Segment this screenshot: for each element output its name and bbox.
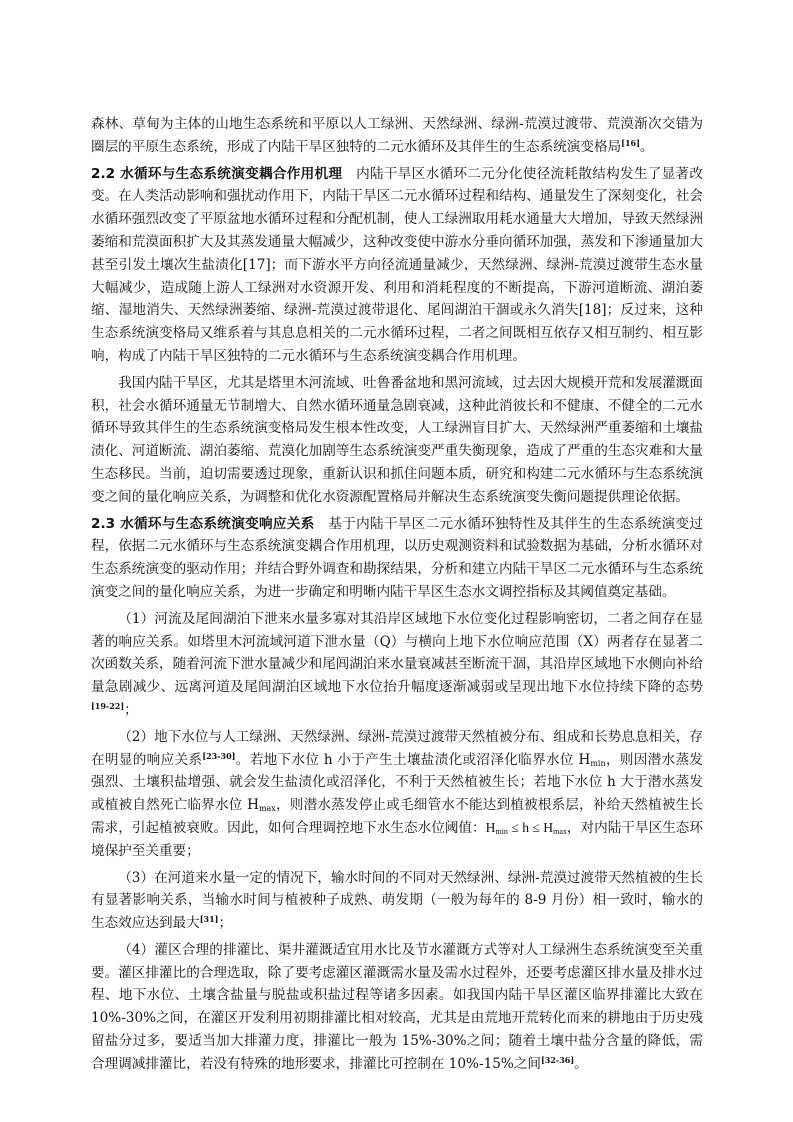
- citation-ref: [19-22]: [91, 700, 125, 711]
- document-page: [91, 113, 703, 1076]
- section-2-2: [91, 163, 703, 368]
- subscript-min: min: [590, 758, 606, 768]
- citation-ref: [32-36]: [540, 1054, 575, 1065]
- paragraph-inland-arid: 我国内陆干旱区，尤其是塔里木河流域、吐鲁番盆地和黑河流域，过去因大规模开荒和发展灌溉面积，社会水循环通量无节制增大、自然水循环通量急剧衰减，这种此消彼长和不健康、不健全的二元水循环导致其伴生的生态系统演变格局发生根本性改变，人工绿洲盲目扩大、天然绿洲严重萎缩和土壤盐渍化、河道断流、湖泊萎缩、荒漠化加剧等生态系统演变严重失衡现象，造成了严重的生态灾难和大量生态移民。当前，迫切需要透过现象，重新认识和抓住问题本质，研究和构建二元水循环与生态系统演变之间的量化响应关系，为调整和优化水资源配置格局并解决生态系统演变失衡问题提供理论依据。: [91, 374, 703, 505]
- subscript-max: max: [258, 804, 276, 814]
- citation-ref: [16]: [621, 137, 640, 148]
- list-item-1: （1）河流及尾闾湖泊下泄来水量多寡对其沿岸区域地下水位变化过程影响密切，二者之间存在显著的响应关系。如塔里木河流域河道下泄水量（Q）与横向上地下水位响应范围（X）两者存在显著二次函数关系，随着河流下泄水量减少和尾闾湖泊来水量衰减甚至断流干涸，其沿岸区域地下水侧向补给量急剧减少、远离河道及尾闾湖泊区域地下水位抬升幅度逐渐减弱或呈现出地下水位持续下降的态势[19-22]；: [91, 610, 703, 718]
- list-item-2: （2）地下水位与人工绿洲、天然绿洲、绿洲-荒漠过渡带天然植被分布、组成和长势息息相关，存在明显的响应关系[23-30]。若地下水位 h 小于产生土壤盐渍化或沼泽化临界水位 $H_{min}$，则因潜水蒸发强烈、土壤积盐增强、就会发生盐渍化或沼泽化，不利于天然植被生长；若地下水位 h 大于潜水蒸发或植被自然死亡临界水位 $H_{max}$，则潜水蒸发停止或毛细管水不能达到植被根系层，补给天然植被生长需求，引起植被衰败。因此，如何合理调控地下水生态水位阈值：$H_{min} \le h \le H_{max}$，对内陆干旱区生态环境保护至关重要；: [91, 728, 704, 859]
- citation-ref: [31]: [199, 914, 219, 925]
- section-heading-2-3: 2.3 水循环与生态系统演变响应关系: [91, 515, 315, 532]
- section-body-2-2: 内陆干旱区水循环二元分化使径流耗散结构发生了显著改变。在人类活动影响和强扰动作用下，内陆干旱区二元水循环过程和结构、通量发生了深刻变化，社会水循环强烈改变了平原盆地水循环过程和分配机制，使人工绿洲取用耗水通量大大增加，导致天然绿洲萎缩和荒漠面积扩大及其蒸发通量大幅减少，这种改变使中游水分垂向循环加强，蒸发和下渗通量加大甚至引发土壤次生盐渍化[17]；而下游水平方向径流通量减少，天然绿洲、绿洲-荒漠过渡带生态水量大幅减少，造成随上游人工绿洲对水资源开发、利用和消耗程度的不断提高，下游河道断流、湖泊萎缩、湿地消失、天然绿洲萎缩、绿洲-荒漠过渡带退化、尾闾湖泊干涸或永久消失[18]；反过来，这种生态系统演变格局又维系着与其息息相关的二元水循环过程，二者之间既相互依存又相互制约、相互影响，构成了内陆干旱区独特的二元水循环与生态系统演变耦合作用机理。: [91, 165, 704, 364]
- list-item-4: （4）灌区合理的排灌比、渠井灌溉适宜用水比及节水灌溉方式等对人工绿洲生态系统演变至关重要。灌区排灌比的合理选取，除了要考虑灌区灌溉需水量及需水过程外，还要考虑灌区排水量及排水过程、地下水位、土壤含盐量与脱盐或积盐过程等诸多因素。如我国内陆干旱区灌区临界排灌比大致在 10%-30%之间，在灌区开发利用初期排灌比相对较高，尤其是由荒地开荒转化而来的耕地由于历史残留盐分过多，要适当加大排灌力度，排灌比一般为 15%-30%之间；随着土壤中盐分含量的降低，需合理调减排灌比，若没有特殊的地形要求，排灌比可控制在 10%-15%之间[32-36]。: [91, 941, 703, 1072]
- section-2-3: [91, 513, 703, 604]
- formula-threshold: $H_{min} \le h \le H_{max}$: [485, 819, 567, 836]
- paragraph-intro: 森林、草甸为主体的山地生态系统和平原以人工绿洲、天然绿洲、绿洲-荒漠过渡带、荒漠渐次交错为圈层的平原生态系统，形成了内陆干旱区独特的二元水循环及其伴生的生态系统演变格局[16]。: [91, 116, 703, 155]
- section-heading-2-2: 2.2 水循环与生态系统演变耦合作用机理: [91, 165, 343, 182]
- citation-ref: [23-30]: [202, 750, 236, 761]
- section-body-2-3: 基于内陆干旱区二元水循环独特性及其伴生的生态系统演变过程，依据二元水循环与生态系统演变耦合作用机理，以历史观测资料和试验数据为基础，分析水循环对生态系统演变的驱动作用；并结合野外调查和勘探结果，分析和建立内陆干旱区二元水循环与生态系统演变之间的量化响应关系，为进一步确定和明晰内陆干旱区生态水文调控指标及其阈值奠定基础。: [91, 515, 703, 600]
- list-item-3: （3）在河道来水量一定的情况下，输水时间的不同对天然绿洲、绿洲-荒漠过渡带天然植被的生长有显著影响关系，当输水时间与植被种子成熟、萌发期（一般为每年的 8-9 月份）相一致时，输水的生态效应达到最大[31]；: [91, 869, 703, 932]
